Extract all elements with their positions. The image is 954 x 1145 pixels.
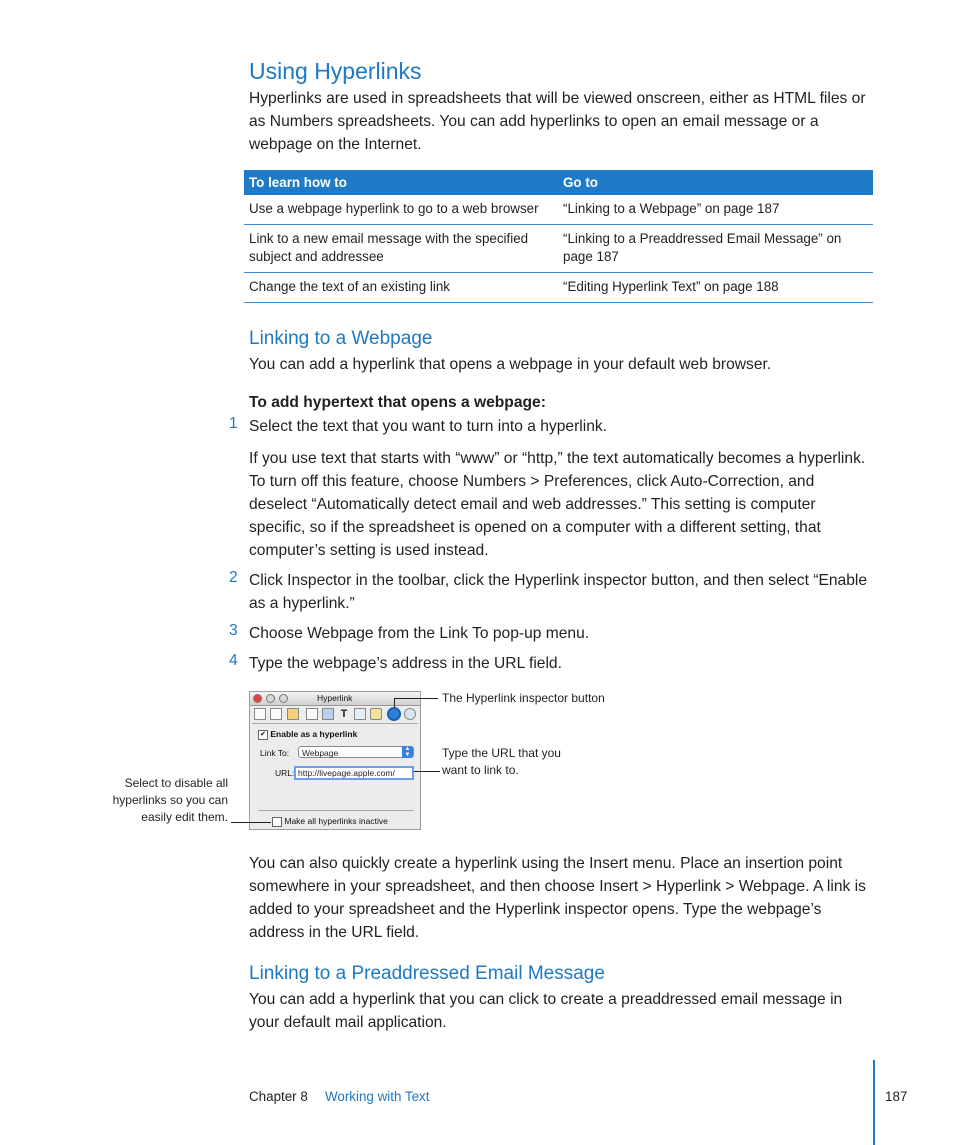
intro-paragraph: Hyperlinks are used in spreadsheets that will be viewed onscreen, either as HTML files or as Numbers spreadsheets. You can add hyperlinks to open an email message or a webpage on the Internet.	[249, 90, 866, 153]
step-number: 1	[229, 415, 238, 432]
section-intro: You can add a hyperlink that opens a webpage in your default web browser.	[249, 356, 772, 373]
step-number: 4	[229, 652, 238, 669]
callout-line	[394, 698, 407, 699]
callout-line	[406, 698, 438, 699]
table-cell: Change the text of an existing link	[244, 273, 558, 303]
inspector-toolbar	[252, 707, 418, 724]
callout-line	[414, 771, 440, 772]
url-input[interactable]: http://livepage.apple.com/	[294, 766, 414, 780]
table-row	[244, 225, 873, 273]
step-text: Select the text that you want to turn into a hyperlink.	[249, 418, 607, 435]
step-text: Choose Webpage from the Link To pop-up menu.	[249, 625, 590, 642]
table-header-cell: To learn how to	[244, 170, 558, 195]
text-inspector-icon[interactable]: T	[340, 708, 348, 720]
inactive-hyperlinks-label: Make all hyperlinks inactive	[284, 816, 388, 826]
table-cell-link[interactable]: “Linking to a Preaddressed Email Message” on page 187	[558, 225, 873, 273]
table-cell-link[interactable]: “Linking to a Webpage” on page 187	[558, 195, 873, 225]
document-inspector-icon[interactable]	[254, 708, 266, 720]
sheet-inspector-icon[interactable]	[270, 708, 282, 720]
enable-hyperlink-label: Enable as a hyperlink	[270, 729, 358, 739]
inactive-hyperlinks-checkbox[interactable]	[272, 817, 282, 827]
callout-disable: Select to disable all hyperlinks so you can easily edit them.	[112, 776, 228, 824]
step-text: Click Inspector in the toolbar, click the Hyperlink inspector button, and then select “Enable as a hyperlink.”	[249, 572, 868, 612]
minimize-icon[interactable]	[266, 694, 275, 703]
chart-inspector-icon[interactable]	[322, 708, 334, 720]
hyperlink-inspector-window	[249, 691, 421, 830]
callout-url: Type the URL that you want to link to.	[442, 746, 561, 777]
link-to-value: Webpage	[302, 748, 339, 758]
page-number: 187	[885, 1089, 908, 1104]
quicktime-inspector-icon[interactable]	[404, 708, 416, 720]
table-cell-link[interactable]: “Editing Hyperlink Text” on page 188	[558, 273, 873, 303]
hyperlink-inspector-icon[interactable]	[387, 707, 401, 721]
graphic-inspector-icon[interactable]	[354, 708, 366, 720]
step-number: 2	[229, 569, 238, 586]
after-figure-paragraph: You can also quickly create a hyperlink using the Insert menu. Place an insertion point somewhere in your spreadsheet, and then choose Insert > Hyperlink > Webpage. A link is added to your spreadsheet and the Hyperlink inspector opens. Type the webpage’s address in the URL field.	[249, 855, 866, 941]
table-cell: Link to a new email message with the specified subject and addressee	[244, 225, 558, 273]
table-header-cell: Go to	[558, 170, 873, 195]
enable-hyperlink-checkbox[interactable]: ✔	[258, 730, 268, 740]
zoom-icon[interactable]	[279, 694, 288, 703]
callout-inspector-button: The Hyperlink inspector button	[442, 691, 605, 705]
step-number: 3	[229, 622, 238, 639]
cells-inspector-icon[interactable]	[306, 708, 318, 720]
table-cell: Use a webpage hyperlink to go to a web browser	[244, 195, 558, 225]
callout-line	[231, 822, 271, 823]
section-heading-email: Linking to a Preaddressed Email Message	[249, 963, 605, 984]
task-title: To add hypertext that opens a webpage:	[249, 394, 546, 411]
step-note: If you use text that starts with “www” or “http,” the text automatically becomes a hyperlink. To turn off this feature, choose Numbers > Preferences, click Auto-Correction, and deselect “Automatically detect email and web addresses.” This setting is computer specific, so if the spreadsheet is opened on a computer with a different setting, that computer’s setting is used instead.	[249, 450, 866, 559]
link-to-popup[interactable]	[298, 746, 414, 758]
divider	[258, 810, 414, 811]
metrics-inspector-icon[interactable]	[370, 708, 382, 720]
callout-line	[394, 698, 395, 707]
reference-table	[244, 170, 873, 303]
footer-rule	[873, 1060, 875, 1145]
link-to-label: Link To:	[260, 748, 290, 758]
step-text: Type the webpage’s address in the URL field.	[249, 655, 562, 672]
table-row	[244, 195, 873, 225]
chevron-updown-icon: ▲ ▼	[402, 746, 413, 758]
table-row	[244, 273, 873, 303]
table-inspector-icon[interactable]	[287, 708, 299, 720]
section-heading-webpage: Linking to a Webpage	[249, 328, 433, 349]
table-header-row	[244, 170, 873, 195]
page-title: Using Hyperlinks	[249, 58, 422, 84]
section-intro: You can add a hyperlink that you can click to create a preaddressed email message in your default mail application.	[249, 991, 843, 1031]
window-title: Hyperlink	[317, 693, 353, 703]
footer-chapter-title[interactable]: Working with Text	[325, 1089, 430, 1104]
footer-chapter: Chapter 8	[249, 1089, 308, 1104]
url-label: URL:	[275, 768, 295, 778]
close-icon[interactable]	[253, 694, 262, 703]
